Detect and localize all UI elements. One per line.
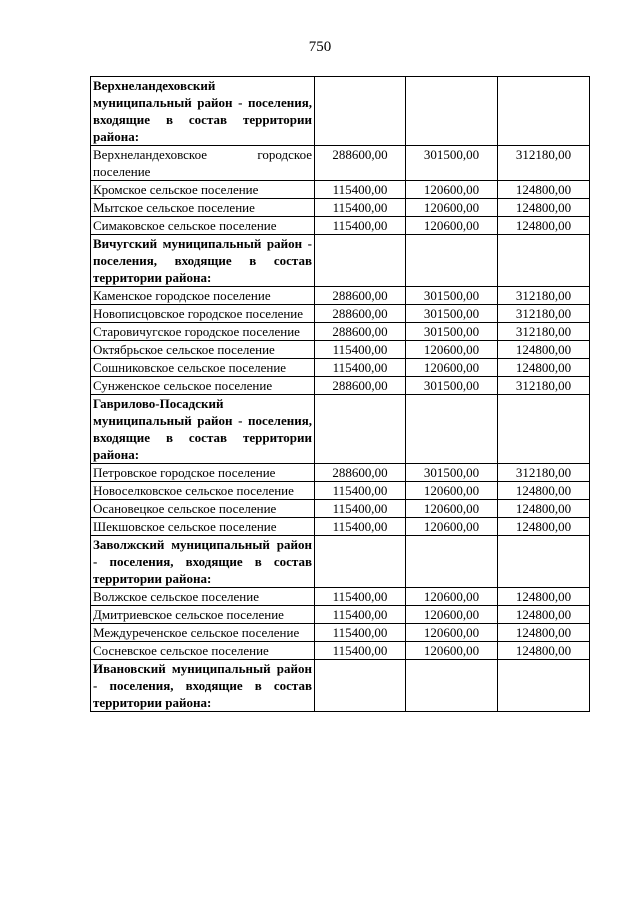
page-number: 750 — [308, 39, 332, 55]
settlement-name: Осановецкое сельское поселение — [91, 500, 315, 518]
settlement-name: Октябрьское сельское поселение — [91, 341, 315, 359]
amount-cell-2: 120600,00 — [406, 482, 498, 500]
amount-cell-1: 288600,00 — [315, 305, 406, 323]
amount-cell-1: 115400,00 — [315, 199, 406, 217]
settlement-name: Мытское сельское поселение — [91, 199, 315, 217]
settlement-name: Дмитриевское сельское поселение — [91, 606, 315, 624]
amount-cell-2: 120600,00 — [406, 588, 498, 606]
amount-cell-2: 301500,00 — [406, 323, 498, 341]
amount-cell-2: 120600,00 — [406, 359, 498, 377]
table-row — [91, 199, 590, 217]
amount-cell-1: 288600,00 — [315, 464, 406, 482]
section-row — [91, 395, 590, 464]
amount-cell-1: 115400,00 — [315, 642, 406, 660]
amount-cell-2 — [406, 536, 498, 588]
amount-cell-3: 312180,00 — [498, 287, 590, 305]
amount-cell-3: 124800,00 — [498, 500, 590, 518]
section-row — [91, 77, 590, 146]
table-row — [91, 482, 590, 500]
amount-cell-1 — [315, 395, 406, 464]
table-row — [91, 624, 590, 642]
amount-cell-3: 124800,00 — [498, 482, 590, 500]
settlement-name: Сосневское сельское поселение — [91, 642, 315, 660]
district-heading: Гаврилово-Посадский муниципальный район - поселения, входящие в состав территории района: — [91, 395, 315, 464]
amount-cell-2: 301500,00 — [406, 464, 498, 482]
settlement-name: Сунженское сельское поселение — [91, 377, 315, 395]
settlement-name: Симаковское сельское поселение — [91, 217, 315, 235]
amount-cell-3: 124800,00 — [498, 606, 590, 624]
amount-cell-3 — [498, 77, 590, 146]
amount-cell-2 — [406, 235, 498, 287]
amount-cell-1: 115400,00 — [315, 482, 406, 500]
settlement-name: Шекшовское сельское поселение — [91, 518, 315, 536]
amount-cell-1: 288600,00 — [315, 287, 406, 305]
amount-cell-2: 301500,00 — [406, 287, 498, 305]
table-row — [91, 181, 590, 199]
settlement-name: Волжское сельское поселение — [91, 588, 315, 606]
amount-cell-3: 312180,00 — [498, 377, 590, 395]
amount-cell-2: 120600,00 — [406, 199, 498, 217]
amount-cell-2: 301500,00 — [406, 146, 498, 181]
amount-cell-1 — [315, 77, 406, 146]
amount-cell-1: 115400,00 — [315, 606, 406, 624]
settlement-name: Верхнеландеховское городское поселение — [91, 146, 315, 181]
amount-cell-3: 312180,00 — [498, 464, 590, 482]
district-heading: Ивановский муниципальный район - поселения, входящие в состав территории района: — [91, 660, 315, 712]
amount-cell-3: 124800,00 — [498, 199, 590, 217]
amount-cell-3: 124800,00 — [498, 642, 590, 660]
amount-cell-2 — [406, 660, 498, 712]
section-row — [91, 235, 590, 287]
settlement-name: Петровское городское поселение — [91, 464, 315, 482]
table-row — [91, 217, 590, 235]
table-row — [91, 341, 590, 359]
amount-cell-3: 124800,00 — [498, 217, 590, 235]
amount-cell-3 — [498, 660, 590, 712]
amount-cell-3: 312180,00 — [498, 305, 590, 323]
table-row — [91, 359, 590, 377]
amount-cell-2: 301500,00 — [406, 377, 498, 395]
table-row — [91, 518, 590, 536]
amount-cell-3: 124800,00 — [498, 341, 590, 359]
amount-cell-1 — [315, 235, 406, 287]
section-row — [91, 536, 590, 588]
amount-cell-3 — [498, 395, 590, 464]
amount-cell-2: 120600,00 — [406, 217, 498, 235]
table-body — [91, 77, 590, 712]
district-heading: Заволжский муниципальный район - поселения, входящие в состав территории района: — [91, 536, 315, 588]
amount-cell-1: 115400,00 — [315, 359, 406, 377]
amount-cell-2: 120600,00 — [406, 624, 498, 642]
amount-cell-2: 120600,00 — [406, 606, 498, 624]
amount-cell-2: 301500,00 — [406, 305, 498, 323]
table-row — [91, 287, 590, 305]
amount-cell-3: 124800,00 — [498, 359, 590, 377]
settlement-name: Старовичугское городское поселение — [91, 323, 315, 341]
amount-cell-1: 288600,00 — [315, 323, 406, 341]
amount-cell-1: 115400,00 — [315, 181, 406, 199]
settlement-name: Новоселковское сельское поселение — [91, 482, 315, 500]
table-row — [91, 323, 590, 341]
amount-cell-2 — [406, 395, 498, 464]
amount-cell-3: 124800,00 — [498, 518, 590, 536]
table-row — [91, 377, 590, 395]
amount-cell-3 — [498, 235, 590, 287]
district-heading: Вичугский муниципальный район - поселения, входящие в состав территории района: — [91, 235, 315, 287]
table-row — [91, 642, 590, 660]
amount-cell-3: 124800,00 — [498, 588, 590, 606]
amount-cell-1: 115400,00 — [315, 500, 406, 518]
amount-cell-1: 115400,00 — [315, 518, 406, 536]
settlement-name: Новописцовское городское поселение — [91, 305, 315, 323]
amount-cell-2: 120600,00 — [406, 518, 498, 536]
table-row — [91, 606, 590, 624]
amount-cell-2: 120600,00 — [406, 341, 498, 359]
amount-cell-1: 288600,00 — [315, 146, 406, 181]
amount-cell-1: 115400,00 — [315, 341, 406, 359]
amount-cell-1: 288600,00 — [315, 377, 406, 395]
district-heading: Верхнеландеховский муниципальный район - поселения, входящие в состав территории района: — [91, 77, 315, 146]
amount-cell-2: 120600,00 — [406, 500, 498, 518]
settlement-name: Каменское городское поселение — [91, 287, 315, 305]
table-row — [91, 146, 590, 181]
amount-cell-2: 120600,00 — [406, 181, 498, 199]
amount-cell-1: 115400,00 — [315, 624, 406, 642]
settlement-name: Сошниковское сельское поселение — [91, 359, 315, 377]
table-row — [91, 588, 590, 606]
budget-table — [90, 76, 590, 712]
amount-cell-2: 120600,00 — [406, 642, 498, 660]
amount-cell-3: 124800,00 — [498, 624, 590, 642]
table-row — [91, 500, 590, 518]
section-row — [91, 660, 590, 712]
table-row — [91, 464, 590, 482]
settlement-name: Междуреченское сельское поселение — [91, 624, 315, 642]
amount-cell-1: 115400,00 — [315, 588, 406, 606]
settlement-name: Кромское сельское поселение — [91, 181, 315, 199]
amount-cell-3: 312180,00 — [498, 146, 590, 181]
amount-cell-2 — [406, 77, 498, 146]
amount-cell-1 — [315, 536, 406, 588]
amount-cell-1: 115400,00 — [315, 217, 406, 235]
amount-cell-3 — [498, 536, 590, 588]
amount-cell-3: 312180,00 — [498, 323, 590, 341]
amount-cell-3: 124800,00 — [498, 181, 590, 199]
table-row — [91, 305, 590, 323]
amount-cell-1 — [315, 660, 406, 712]
